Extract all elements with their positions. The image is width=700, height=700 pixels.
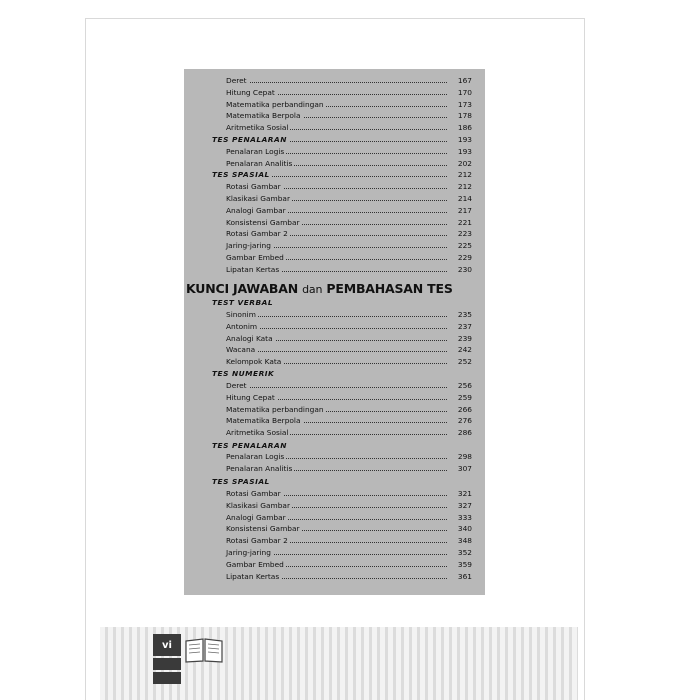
toc-entry-page: 359 xyxy=(447,559,485,571)
toc-entry xyxy=(184,415,485,427)
toc-entry-label: Gambar Embed xyxy=(226,253,284,262)
toc-entry-label: Hitung Cepat xyxy=(226,87,275,97)
toc-entry xyxy=(184,559,485,571)
toc-entry-page: 256 xyxy=(447,380,485,392)
toc-entry xyxy=(184,228,485,240)
toc-entry-label: Matematika Berpola xyxy=(226,416,301,426)
toc-entry-page: 333 xyxy=(447,512,485,524)
toc-entry-page: 327 xyxy=(447,500,485,512)
spasial-heading: TES SPASIAL xyxy=(212,477,270,486)
toc-entry-page: 252 xyxy=(447,356,485,368)
toc-entry-page: 340 xyxy=(447,523,485,535)
toc-entry xyxy=(184,451,485,463)
toc-entry-label: Kelompok Kata xyxy=(226,357,282,367)
section-title xyxy=(186,281,453,296)
toc-entry-page: 276 xyxy=(447,415,485,427)
toc-entry-label: Deret xyxy=(226,381,247,390)
book-icon xyxy=(184,636,224,664)
toc-entry-page: 229 xyxy=(447,252,485,264)
toc-entry-page: 167 xyxy=(447,75,485,87)
toc-entry-page: 348 xyxy=(447,535,485,547)
badge-strip xyxy=(153,672,181,684)
toc-entry xyxy=(184,333,485,345)
toc-entry-page: 212 xyxy=(447,181,485,193)
toc-entry xyxy=(184,181,485,193)
numerik-heading: TES NUMERIK xyxy=(212,369,275,378)
toc-entry-label: Analogi Gambar xyxy=(226,512,286,522)
toc-section-heading xyxy=(184,134,485,146)
toc-entry-label: Sinonim xyxy=(226,310,256,319)
toc-entry-label: Lipatan Kertas xyxy=(226,264,280,274)
toc-entry xyxy=(184,99,485,111)
dot-leader xyxy=(226,316,467,317)
toc-entry-label: Matematika perbandingan xyxy=(226,99,324,109)
toc-entry-label: Klasikasi Gambar xyxy=(226,194,290,203)
toc-entry-label: Matematika Berpola xyxy=(226,111,301,121)
toc-entry-page: 237 xyxy=(447,321,485,333)
toc-entry-page: 223 xyxy=(447,228,485,240)
dot-leader xyxy=(226,82,467,83)
section-title-main: KUNCI JAWABAN xyxy=(186,281,298,296)
toc-entry xyxy=(184,205,485,217)
toc-entry-page: 259 xyxy=(447,392,485,404)
toc-entry-label: Penalaran Analitis xyxy=(226,158,293,168)
toc-entry-page: 217 xyxy=(447,205,485,217)
toc-entry xyxy=(184,158,485,170)
toc-entry xyxy=(184,523,485,535)
toc-entry-page: 212 xyxy=(447,169,485,181)
toc-entry xyxy=(184,380,485,392)
toc-entry-page: 225 xyxy=(447,240,485,252)
toc-entry-page: 298 xyxy=(447,451,485,463)
toc-entry xyxy=(184,75,485,87)
toc-entry xyxy=(184,392,485,404)
toc-entry-page: 352 xyxy=(447,547,485,559)
toc-entry-page: 178 xyxy=(447,110,485,122)
dot-leader xyxy=(226,387,467,388)
toc-entry-label: Penalaran Logis xyxy=(226,452,285,461)
toc-entry-label: Analogi Gambar xyxy=(226,205,286,215)
toc-entry-label: Rotasi Gambar 2 xyxy=(226,536,288,546)
toc-entry-label: Klasikasi Gambar xyxy=(226,500,290,510)
toc-entry-page: 202 xyxy=(447,158,485,170)
toc-entry xyxy=(184,488,485,500)
toc-entry-page: 214 xyxy=(447,193,485,205)
toc-entry-label: Jaring-jaring xyxy=(226,548,271,557)
toc-entry-page: 221 xyxy=(447,217,485,229)
toc-entry-label: Rotasi Gambar xyxy=(226,182,281,192)
toc-entry-page: 235 xyxy=(447,309,485,321)
toc-entry-label: Rotasi Gambar xyxy=(226,489,281,498)
toc-section-heading xyxy=(184,169,485,181)
toc-entry xyxy=(184,110,485,122)
dot-leader xyxy=(226,328,467,329)
toc-entry-page: 242 xyxy=(447,344,485,356)
toc-entry xyxy=(184,252,485,264)
toc-entry-label: Penalaran Logis xyxy=(226,146,285,156)
toc-entry-label: Aritmetika Sosial xyxy=(226,428,289,438)
toc-entry-page: 193 xyxy=(447,134,485,146)
toc-entry-label: Matematika perbandingan xyxy=(226,404,324,414)
toc-entry-label: Hitung Cepat xyxy=(226,392,275,402)
penalaran-heading: TES PENALARAN xyxy=(212,441,287,450)
page-number-badge: vi xyxy=(153,634,181,656)
toc-entry-page: 307 xyxy=(447,463,485,475)
toc-entry-label: Antonim xyxy=(226,321,258,331)
toc-entry-page: 170 xyxy=(447,87,485,99)
toc-entry-page: 266 xyxy=(447,404,485,416)
toc-entry-label: Penalaran Analitis xyxy=(226,463,293,473)
section-title-end: PEMBAHASAN TES xyxy=(326,281,453,296)
toc-entry-label: Analogi Kata xyxy=(226,333,273,343)
toc-entry xyxy=(184,571,485,583)
toc-entry-label: Lipatan Kertas xyxy=(226,571,280,581)
verbal-heading: TEST VERBAL xyxy=(212,298,274,307)
toc-entry xyxy=(184,264,485,276)
toc-entry-label: Konsistensi Gambar xyxy=(226,524,300,534)
toc-entry-page: 230 xyxy=(447,264,485,276)
toc-entry xyxy=(184,321,485,333)
toc-entry-label: Rotasi Gambar 2 xyxy=(226,229,288,239)
toc-entry-label: TES PENALARAN xyxy=(212,135,287,144)
toc-entry-page: 186 xyxy=(447,122,485,134)
toc-entry xyxy=(184,217,485,229)
toc-entry xyxy=(184,547,485,559)
toc-entry-label: Gambar Embed xyxy=(226,559,284,569)
toc-entry xyxy=(184,344,485,356)
toc-entry xyxy=(184,404,485,416)
toc-entry-page: 321 xyxy=(447,488,485,500)
toc-entry xyxy=(184,500,485,512)
toc-entry-label: Aritmetika Sosial xyxy=(226,123,289,133)
toc-entry-label: Deret xyxy=(226,76,247,85)
toc-entry-page: 193 xyxy=(447,146,485,158)
toc-entry xyxy=(184,309,485,321)
toc-entry xyxy=(184,146,485,158)
toc-entry-page: 361 xyxy=(447,571,485,583)
toc-entry-page: 239 xyxy=(447,333,485,345)
section-title-light: dan xyxy=(302,283,323,296)
toc-entry xyxy=(184,87,485,99)
toc-entry-label: TES SPASIAL xyxy=(212,170,270,180)
toc-entry xyxy=(184,512,485,524)
toc-entry xyxy=(184,463,485,475)
toc-entry-page: 286 xyxy=(447,427,485,439)
toc-entry-label: Wacana xyxy=(226,345,256,355)
toc-entry xyxy=(184,122,485,134)
toc-entry xyxy=(184,240,485,252)
toc-entry-page: 173 xyxy=(447,99,485,111)
dot-leader xyxy=(226,351,467,352)
toc-entry-label: Jaring-jaring xyxy=(226,241,271,251)
toc-entry xyxy=(184,193,485,205)
badge-strip xyxy=(153,658,181,670)
toc-entry xyxy=(184,427,485,439)
toc-entry xyxy=(184,535,485,547)
toc-entry-label: Konsistensi Gambar xyxy=(226,217,300,227)
toc-entry xyxy=(184,356,485,368)
toc-panel xyxy=(184,69,485,595)
